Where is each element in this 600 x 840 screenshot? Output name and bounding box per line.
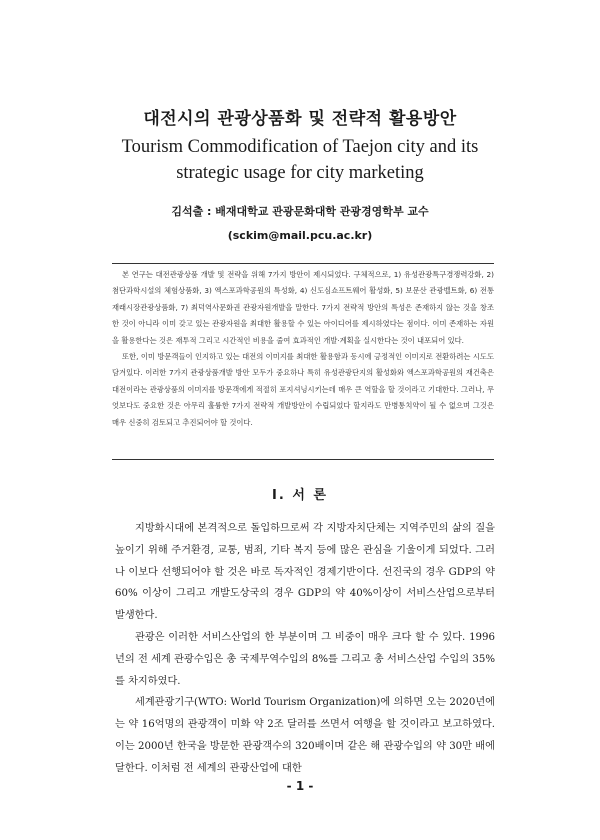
section-heading-introduction: I. 서 론 xyxy=(272,488,328,503)
paper-title-english-line1: Tourism Commodification of Taejon city and its xyxy=(121,137,479,157)
author-email: (sckim@mail.pcu.ac.kr) xyxy=(227,229,373,242)
body-paragraph-2: 관광은 이러한 서비스산업의 한 부분이며 그 비중이 매우 크다 할 수 있다. 1996년의 전 세계 관광수입은 총 국제무역수입의 8%를 그리고 총 서비스산업 수입의 35%를 차지하였다. xyxy=(115,631,495,687)
abstract-paragraph-1: 본 연구는 대전관광상품 개발 및 전략을 위해 7가지 방안이 제시되었다. 구체적으로, 1) 유성관광특구경쟁력강화, 2) 첨단과학시설의 체험상품화, 3) 엑스포과학공원의 특성화, 4) 신도심쇼프트웨어 활성화, 5) 보문산 관광벨트화, 6) 전통재래시장관광상품화, 7) 최덕역사문화권 관광자원개발을 말한다. 7가지 전략적 방안의 특성은 존재하지 않는 것을 창조한 것이 아니라 이미 갖고 있는 관광자원을 최대한 활용할 수 있는 아이디어를 제시하였다는 점이다. 이미 존재하는 자원을 활용한다는 것은 재투적 그리고 시간적인 비용을 줄여 효과적인 개발·계획을 실시한다는 것이 내포되어 있다. xyxy=(112,270,494,345)
body-text xyxy=(115,518,495,780)
paper-title-korean: 대전시의 관광상품화 및 전략적 활용방안 xyxy=(143,109,457,129)
body-paragraph-1: 지방화시대에 본격적으로 돌입하므로써 각 지방자치단체는 지역주민의 삶의 질을 높이기 위해 주거환경, 교통, 범죄, 기타 복지 등에 많은 관심을 기울이게 되었다. 그러나 이보다 선행되어야 할 것은 바로 독자적인 경제기반이다. 선진국의 경우 GDP의 약 60% 이상이 그리고 개발도상국의 경우 GDP의 약 40%이상이 서비스산업으로부터 발생한다. xyxy=(115,523,495,622)
abstract-paragraph-2: 또한, 이미 방문객들이 인지하고 있는 대전의 이미지를 최대한 활용함과 동시에 긍정적인 이미지로 전환하려는 시도도 담겨있다. 이러한 7가지 관광상품개발 방안 모두가 중요하나 특히 유성관광단지의 활성화와 엑스포과학공원의 재건축은 대전이라는 관광상품의 이미지를 방문객에게 적절히 포지셔닝시키는데 매우 큰 역할을 할 것이라고 기대한다. 그러나, 무엇보다도 중요한 것은 아무리 훌륭한 7가지 전략적 개발방안이 수립되었다 할지라도 만병통치약이 될 수 없으며 그것은 매우 신중히 검토되고 추진되어야 할 것이다. xyxy=(112,352,494,427)
paper-title-english-line2: strategic usage for city marketing xyxy=(176,163,424,183)
abstract-box xyxy=(112,263,494,460)
page-number: - 1 - xyxy=(286,779,314,793)
author-affiliation: 김석출 : 배재대학교 관광문화대학 관광경영학부 교수 xyxy=(171,205,429,218)
body-paragraph-3: 세계관광기구(WTO: World Tourism Organization)에 의하면 오는 2020년에는 약 16억명의 관광객이 미화 약 2조 달러를 쓰면서 여행을 할 것이라고 보고하였다. 이는 2000년 한국을 방문한 관광객수의 320배이며 같은 해 관광수입의 약 30만 배에 달한다. 이처럼 전 세계의 관광산업에 대한 xyxy=(115,697,495,774)
paper-title-english xyxy=(0,134,600,186)
